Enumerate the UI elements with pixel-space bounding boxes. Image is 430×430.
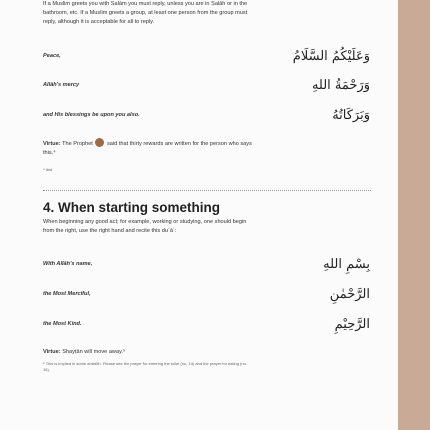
translation-text: Allāh's mercy bbox=[43, 82, 80, 88]
page-edge-band bbox=[398, 0, 430, 430]
footnote: 16). bbox=[43, 367, 50, 372]
salutation-icon bbox=[95, 138, 104, 147]
arabic-text: الرَّحْمٰنِ bbox=[329, 287, 370, 302]
bismillah-row-kind bbox=[43, 317, 373, 335]
bismillah-row-name bbox=[43, 257, 373, 275]
arabic-text: الرَّحِيْمِ bbox=[334, 317, 370, 332]
intro-line: reply, although it is acceptable for all to reply. bbox=[43, 19, 155, 25]
translation-text: the Most Kind. bbox=[43, 321, 82, 327]
intro-paragraph bbox=[43, 0, 361, 27]
greeting-virtue bbox=[43, 138, 361, 158]
intro-line: If a Muslim greets you with Salām you must reply, unless you are in Ṣalāh or in the bbox=[43, 1, 248, 7]
virtue-text: this.⁴ bbox=[43, 150, 56, 156]
translation-text: With Allāh's name, bbox=[43, 261, 93, 267]
description-line: from the right, use the right hand and recite this duʿāʾ: bbox=[43, 228, 177, 234]
translation-text: and His blessings be upon you also. bbox=[43, 112, 140, 118]
arabic-text: بِسْمِ اللهِ bbox=[323, 257, 370, 272]
section-heading: 4. When starting something bbox=[43, 200, 221, 215]
arabic-text: وَرَحْمَةُ اللهِ bbox=[311, 78, 370, 93]
section-description bbox=[43, 218, 365, 236]
greeting-row-blessings bbox=[43, 108, 373, 126]
virtue-label: Virtue: bbox=[43, 141, 61, 147]
translation-text: the Most Merciful, bbox=[43, 291, 91, 297]
translation-text: Peace, bbox=[43, 53, 61, 59]
virtue-text: The Prophet bbox=[62, 141, 93, 147]
greeting-row-peace bbox=[43, 49, 373, 67]
arabic-text: وَعَلَيْكُمُ السَّلَامُ bbox=[292, 49, 370, 64]
section-divider bbox=[43, 190, 371, 191]
greeting-row-mercy bbox=[43, 78, 373, 96]
intro-line: bathroom, etc. If a Muslim greets a group, at least one person from the group must bbox=[43, 10, 248, 16]
bismillah-row-merciful bbox=[43, 287, 373, 305]
virtue-text: Shayṭān will move away.⁵ bbox=[62, 349, 126, 355]
description-line: When beginning any good act; for example, working or studying, one should begin bbox=[43, 219, 247, 225]
footnote: ⁵ This is implied in some aḥādīth. Please see the prayer for entering the toilet (no. 14) and the prayer for eating (no. bbox=[43, 361, 247, 366]
arabic-text: وَبَرَكَاتُهُ bbox=[332, 108, 370, 123]
bismillah-virtue bbox=[43, 348, 361, 357]
virtue-text: said that thirty rewards are written for the person who says bbox=[107, 141, 252, 147]
footnote: ⁴ Ibid bbox=[43, 167, 53, 172]
virtue-label: Virtue: bbox=[43, 349, 61, 355]
